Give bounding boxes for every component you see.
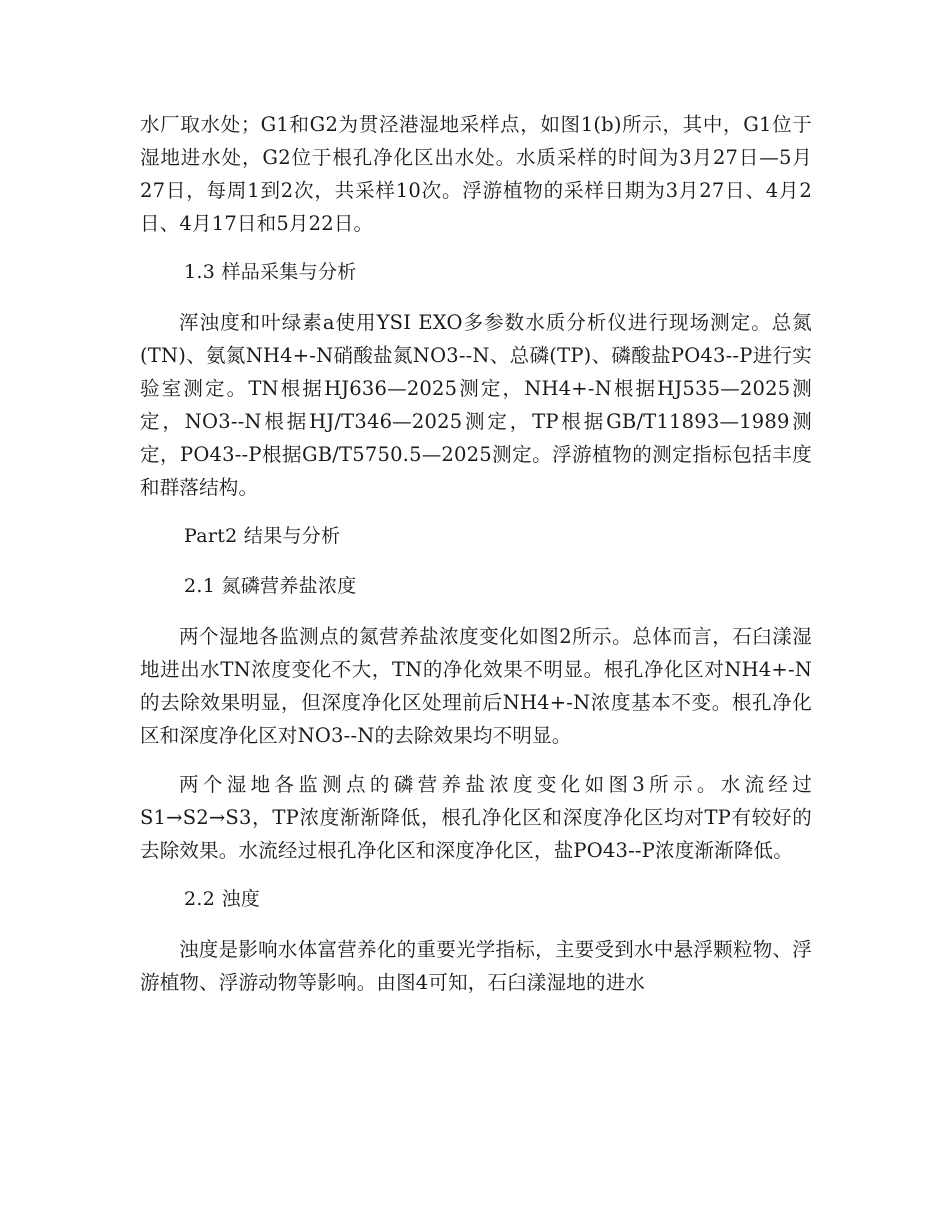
paragraph-analysis-methods: 浑浊度和叶绿素a使用YSI EXO多参数水质分析仪进行现场测定。总氮(TN)、氨氮NH4+-N硝酸盐氮NO3--N、总磷(TP)、磷酸盐PO43--P进行实验室测定。TN根据HJ636—2025测定，NH4+-N根据HJ535—2025测定，NO3--N根据HJ/T346—2025测定，TP根据GB/T11893—1989测定，PO43--P根据GB/T5750.5—2025测定。浮游植物的测定指标包括丰度和群落结构。	[140, 311, 812, 499]
part-heading-results: Part2 结果与分析	[184, 525, 341, 547]
paragraph-nitrogen: 两个湿地各监测点的氮营养盐浓度变化如图2所示。总体而言，石臼漾湿地进出水TN浓度变化不大，TN的净化效果不明显。根孔净化区对NH4+-N的去除效果明显，但深度净化区处理前后NH4+-N浓度基本不变。根孔净化区和深度净化区对NO3--N的去除效果均不明显。	[140, 625, 812, 747]
paragraph-phosphorus: 两个湿地各监测点的磷营养盐浓度变化如图3所示。水流经过S1→S2→S3，TP浓度渐渐降低，根孔净化区和深度净化区均对TP有较好的去除效果。水流经过根孔净化区和深度净化区，盐PO43--P浓度渐渐降低。	[140, 773, 812, 862]
section-heading-2-1: 2.1 氮磷营养盐浓度	[184, 575, 357, 597]
paragraph-turbidity: 浊度是影响水体富营养化的重要光学指标，主要受到水中悬浮颗粒物、浮游植物、浮游动物等影响。由图4可知，石臼漾湿地的进水	[140, 938, 812, 994]
section-heading-1-3: 1.3 样品采集与分析	[184, 261, 357, 283]
document-page	[140, 108, 812, 999]
section-heading-2-2: 2.2 浊度	[184, 888, 261, 910]
paragraph-sampling-sites: 水厂取水处；G1和G2为贯泾港湿地采样点，如图1(b)所示，其中，G1位于湿地进水处，G2位于根孔净化区出水处。水质采样的时间为3月27日—5月27日，每周1到2次，共采样10次。浮游植物的采样日期为3月27日、4月2日、4月17日和5月22日。	[140, 113, 812, 235]
